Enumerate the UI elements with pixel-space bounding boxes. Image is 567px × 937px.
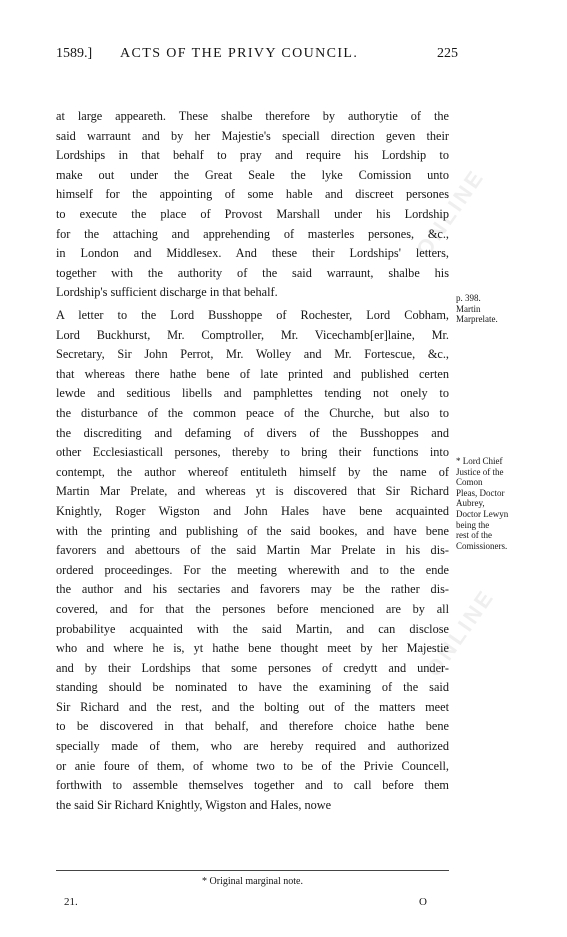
text-line: the disturbance of the common peace of the Churche, but also to <box>56 405 449 420</box>
margin-note-commissioners <box>456 456 556 551</box>
margin-note-line: being the <box>456 519 490 530</box>
text-line: Sir Richard and the rest, and the bolting out of the matters meet <box>56 699 449 714</box>
margin-note-line: Marprelate. <box>456 314 498 325</box>
text-line: Lordship's sufficient discharge in that behalf. <box>56 285 278 300</box>
text-line: Martin Mar Prelate, and whereas yt is discovered that Sir Richard <box>56 484 449 499</box>
margin-note-line: Comon <box>456 477 483 488</box>
text-line: the said Sir Richard Knightly, Wigston and Hales, nowe <box>56 797 332 812</box>
text-line: probabilitye acquainted with the said Martin, and can disclose <box>56 621 449 636</box>
text-line: himself for the appointing of some hable and discreet persones <box>56 187 449 202</box>
margin-note-page-ref <box>456 293 556 325</box>
text-line: together with the authority of the said warraunt, shalbe his <box>56 265 449 280</box>
margin-note-line: Comissioners. <box>456 540 508 551</box>
text-line: to execute the place of Provost Marshall under his Lordship <box>56 206 449 221</box>
watermark: ONLINE <box>410 164 490 262</box>
text-line: A letter to the Lord Busshoppe of Rochester, Lord Cobham, <box>56 308 449 322</box>
page-number: 225 <box>437 46 458 61</box>
margin-note-line: rest of the <box>456 530 492 541</box>
text-line: make out under the Great Seale the lyke Comission unto <box>56 167 449 182</box>
margin-note-line: Aubrey, <box>456 498 485 509</box>
text-line: specially made of them, who are hereby required and authorized <box>56 739 449 754</box>
text-line: who and where he is, yt hathe bene thought meet by her Majestie <box>56 641 449 656</box>
header-year: 1589.] <box>56 46 93 61</box>
text-line: Lordships in that behalf to pray and require his Lordship to <box>56 148 449 163</box>
text-line: and by their Lordships that some persones of credytt and under- <box>56 660 449 675</box>
text-line: standing should be nominated to have the examining of the said <box>56 680 449 695</box>
paragraph-continuation <box>56 107 449 303</box>
text-line: the discrediting and defaming of divers of the Busshoppes and <box>56 425 449 440</box>
text-line: or anie foure of them, of whome two to be of the Privie Councell, <box>56 758 449 773</box>
margin-note-line: * Lord Chief <box>456 456 503 466</box>
text-line: favorers and abettours of the said Martin Mar Prelate in his dis- <box>56 543 449 558</box>
footnote: * Original marginal note. <box>202 876 303 887</box>
text-line: contempt, the author whereof entituleth himself by the name of <box>56 464 449 479</box>
text-line: Lord Buckhurst, Mr. Comptroller, Mr. Vicechamb[er]laine, Mr. <box>56 327 449 342</box>
text-line: with the printing and publishing of the said bookes, and have bene <box>56 523 449 538</box>
text-line: the author and his sectaries and favorers may be the rather dis- <box>56 582 449 597</box>
text-line: Secretary, Sir John Perrot, Mr. Wolley and Mr. Fortescue, &c., <box>56 347 449 362</box>
text-line: that whereas there hathe bene of late printed and published certen <box>56 366 449 381</box>
signature-mark: O <box>419 896 427 908</box>
header-title: ACTS OF THE PRIVY COUNCIL. <box>120 46 359 61</box>
text-line: forthwith to assemble themselves together and to call before them <box>56 778 449 793</box>
running-header <box>56 44 458 66</box>
page-signature <box>56 895 449 909</box>
watermark: ONLINE <box>420 584 500 682</box>
margin-note-line: p. 398. <box>456 293 481 303</box>
text-line: other Ecclesiasticall persones, thereby to bring their functions into <box>56 445 449 460</box>
signature-number: 21. <box>64 896 78 908</box>
text-line: ordered proceedinges. For the meeting wherewith and to the ende <box>56 562 449 577</box>
paragraph-letter <box>56 306 449 815</box>
text-line: to be discovered in that behalf, and therefore choice hathe bene <box>56 719 449 734</box>
margin-note-line: Justice of the <box>456 466 504 477</box>
text-line: said warraunt and by her Majestie's speciall direction geven their <box>56 128 449 143</box>
text-line: for the attaching and apprehending of masterles persones, &c., <box>56 226 449 241</box>
margin-note-line: Doctor Lewyn <box>456 508 509 519</box>
text-line: lewde and seditious libells and pamphlettes tending not onely to <box>56 386 449 401</box>
text-line: at large appeareth. These shalbe therefore by authorytie of the <box>56 109 449 123</box>
margin-note-line: Pleas, Doctor <box>456 487 505 498</box>
footnote-rule <box>56 870 449 871</box>
text-line: Knightly, Roger Wigston and John Hales have bene acquainted <box>56 503 449 518</box>
text-line: in London and Middlesex. And these their Lordships' letters, <box>56 246 449 261</box>
text-line: covered, and for that the persones before mencioned are by all <box>56 601 449 616</box>
margin-note-line: Martin <box>456 303 481 314</box>
